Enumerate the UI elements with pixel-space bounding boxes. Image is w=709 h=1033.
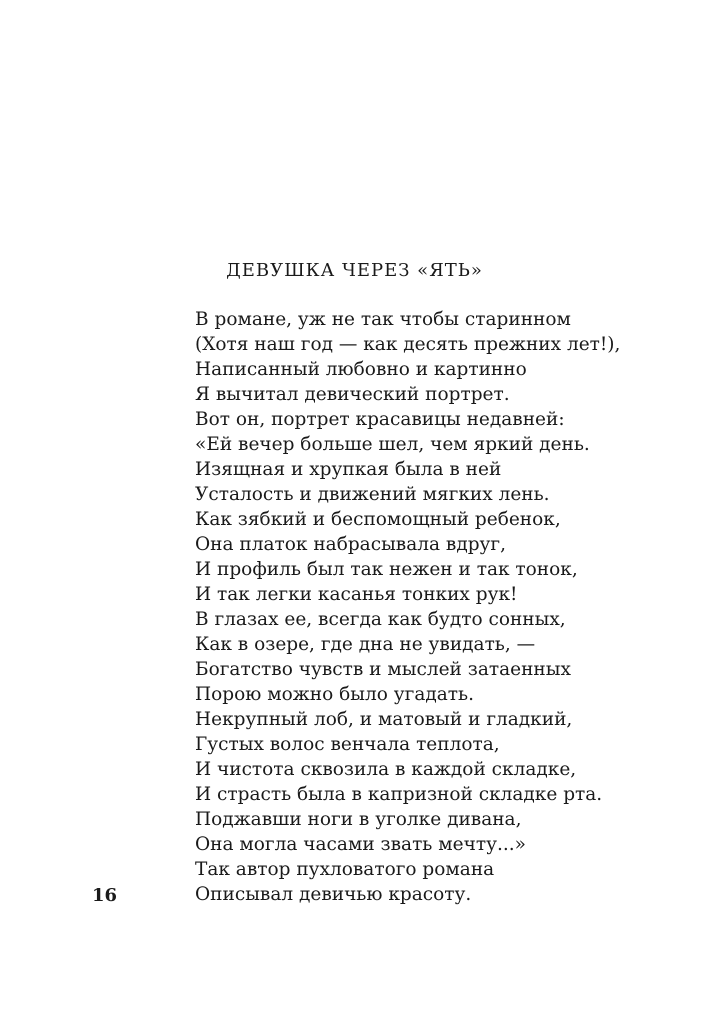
- poem-line: Написанный любовно и картинно: [195, 359, 527, 380]
- poem-line: И чистота сквозила в каждой складке,: [195, 759, 577, 780]
- poem-line: И так легки касанья тонких рук!: [195, 584, 518, 605]
- poem-line: Как зябкий и беспомощный ребенок,: [195, 509, 561, 530]
- poem-line: Как в озере, где дна не увидать, —: [195, 634, 536, 655]
- poem-line: Она могла часами звать мечту...»: [195, 834, 526, 855]
- poem-line: Богатство чувств и мыслей затаенных: [195, 659, 571, 680]
- page-number: 16: [92, 885, 118, 906]
- poem-line: Описывал девичью красоту.: [195, 884, 472, 905]
- poem-line: «Ей вечер больше шел, чем яркий день.: [195, 434, 590, 455]
- poem-line: В романе, уж не так чтобы старинном: [195, 309, 571, 330]
- poem-line: Усталость и движений мягких лень.: [195, 484, 550, 505]
- poem-line: Она платок набрасывала вдруг,: [195, 534, 507, 555]
- poem-line: И страсть была в капризной складке рта.: [195, 784, 603, 805]
- poem-title: ДЕВУШКА ЧЕРЕЗ «ЯТЬ»: [226, 260, 483, 281]
- poem-line: Вот он, портрет красавицы недавней:: [195, 409, 565, 430]
- poem-line: Я вычитал девический портрет.: [195, 384, 510, 405]
- poem-line: Порою можно было угадать.: [195, 684, 474, 705]
- poem-text: [195, 307, 695, 907]
- poem-line: В глазах ее, всегда как будто сонных,: [195, 609, 566, 630]
- poem-line: Густых волос венчала теплота,: [195, 734, 500, 755]
- poem-line: Некрупный лоб, и матовый и гладкий,: [195, 709, 573, 730]
- poem-line: И профиль был так нежен и так тонок,: [195, 559, 578, 580]
- poem-line: Так автор пухловатого романа: [195, 859, 495, 880]
- poem-line: Поджавши ноги в уголке дивана,: [195, 809, 522, 830]
- poem-line: Изящная и хрупкая была в ней: [195, 459, 502, 480]
- poem-line: (Хотя наш год — как десять прежних лет!),: [195, 334, 621, 355]
